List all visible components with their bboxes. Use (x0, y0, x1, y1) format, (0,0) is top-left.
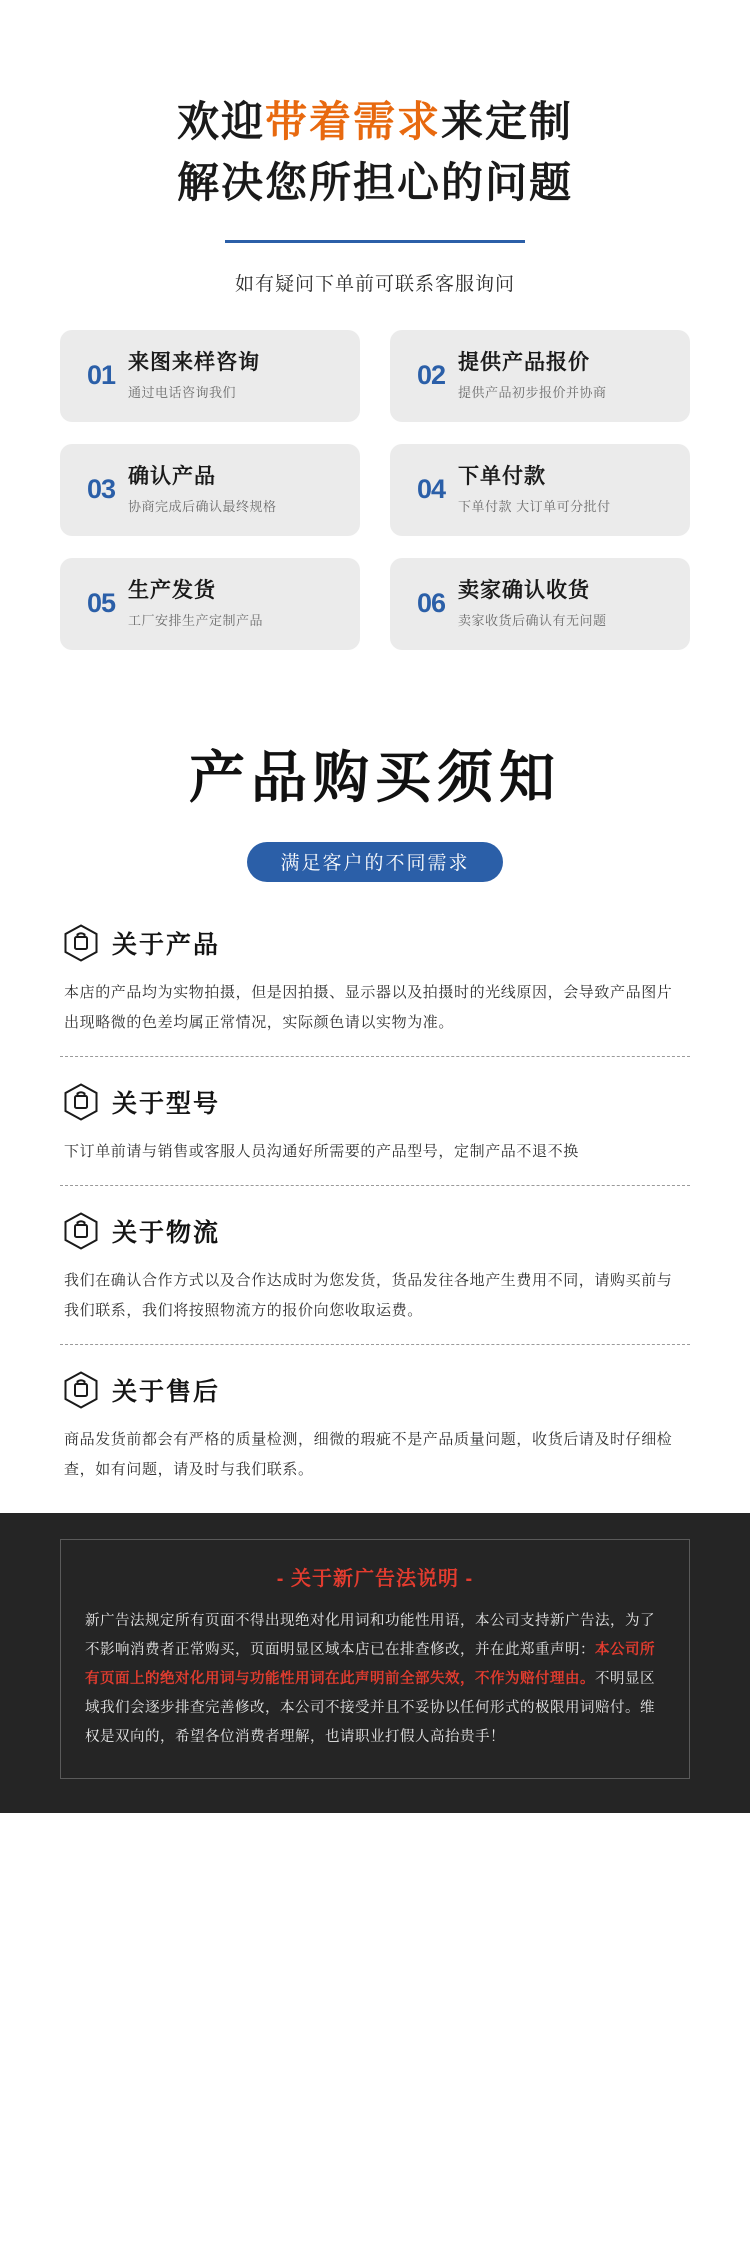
hexagon-badge-icon (64, 1212, 98, 1250)
notice-body: 本店的产品均为实物拍摄，但是因拍摄、显示器以及拍摄时的光线原因，会导致产品图片出现略微的色差均属正常情况，实际颜色请以实物为准。 (64, 983, 673, 1031)
step-card (390, 444, 690, 536)
notice-list (60, 924, 690, 1485)
section-title-purchase-notes: 产品购买须知 (189, 745, 561, 809)
advertising-law-footer (0, 1513, 750, 1813)
footer-paragraph-1: 新广告法规定所有页面不得出现绝对化用词和功能性用语，本公司支持新广告法，为了不影响消费者正常购买，页面明显区域本店已在排查修改，并在此郑重声明： (85, 1612, 655, 1658)
welcome-subtitle: 如有疑问下单前可联系客服询问 (234, 273, 515, 295)
notice-heading: 关于物流 (112, 1218, 221, 1247)
welcome-line1-prefix: 欢迎 (176, 98, 265, 145)
hexagon-badge-icon (64, 1371, 98, 1409)
step-card (390, 330, 690, 422)
step-desc: 通过电话咨询我们 (128, 385, 237, 401)
step-number: 02 (416, 360, 446, 391)
step-number: 06 (416, 588, 446, 619)
notice-heading: 关于型号 (112, 1089, 221, 1118)
welcome-section (0, 0, 750, 296)
step-desc: 协商完成后确认最终规格 (128, 499, 277, 515)
footer-paragraph-1-red: 本公司所有页面上的绝对化用词与功能性用词在此声明前全部失效，不作为赔付理由。 (85, 1641, 655, 1687)
step-title: 生产发货 (128, 579, 216, 603)
notice-heading: 关于产品 (112, 930, 221, 959)
step-title: 确认产品 (128, 465, 216, 489)
step-title: 下单付款 (458, 465, 546, 489)
notice-divider (60, 1056, 690, 1057)
section-subtitle-badge: 满足客户的不同需求 (247, 842, 503, 882)
step-title: 来图来样咨询 (128, 351, 260, 375)
notice-divider (60, 1185, 690, 1186)
step-card (60, 330, 360, 422)
step-card (390, 558, 690, 650)
notice-block-logistics (60, 1212, 690, 1345)
welcome-line1-highlight: 带着需求 (264, 98, 441, 145)
step-number: 03 (86, 474, 116, 505)
step-number: 05 (86, 588, 116, 619)
step-card (60, 558, 360, 650)
welcome-line1 (177, 98, 573, 145)
notice-body: 商品发货前都会有严格的质量检测，细微的瑕疵不是产品质量问题，收货后请及时仔细检查，如有问题，请及时与我们联系。 (64, 1430, 673, 1478)
step-desc: 提供产品初步报价并协商 (458, 385, 607, 401)
step-card (60, 444, 360, 536)
step-title: 卖家确认收货 (458, 579, 590, 603)
process-steps-grid (60, 330, 690, 672)
notice-block-product (60, 924, 690, 1057)
notice-block-aftersales (60, 1371, 690, 1485)
footer-text (85, 1607, 665, 1752)
welcome-line2: 解决您所担心的问题 (176, 158, 573, 206)
notice-body: 下订单前请与销售或客服人员沟通好所需要的产品型号，定制产品不退不换 (64, 1142, 579, 1160)
step-desc: 工厂安排生产定制产品 (128, 613, 264, 629)
step-number: 04 (416, 474, 446, 505)
notice-divider (60, 1344, 690, 1345)
welcome-line1-suffix: 来定制 (441, 98, 574, 145)
heading-divider (225, 240, 525, 243)
footer-paragraph-2: 不明显区域我们会逐步排查完善修改，本公司不接受并且不妥协以任何形式的极限用词赔付。维权是双向的，希望各位消费者理解，也请职业打假人高抬贵手！ (85, 1670, 655, 1745)
step-desc: 下单付款 大订单可分批付 (458, 499, 611, 515)
hexagon-badge-icon (64, 1083, 98, 1121)
footer-title: - 关于新广告法说明 - (276, 1567, 474, 1590)
welcome-heading (0, 92, 750, 214)
notice-heading: 关于售后 (112, 1377, 221, 1406)
step-desc: 卖家收货后确认有无问题 (458, 613, 607, 629)
hexagon-badge-icon (64, 924, 98, 962)
step-number: 01 (86, 360, 116, 391)
notice-body: 我们在确认合作方式以及合作达成时为您发货，货品发往各地产生费用不同，请购买前与我们联系，我们将按照物流方的报价向您收取运费。 (64, 1271, 673, 1319)
notice-block-model (60, 1083, 690, 1186)
step-title: 提供产品报价 (458, 351, 590, 375)
